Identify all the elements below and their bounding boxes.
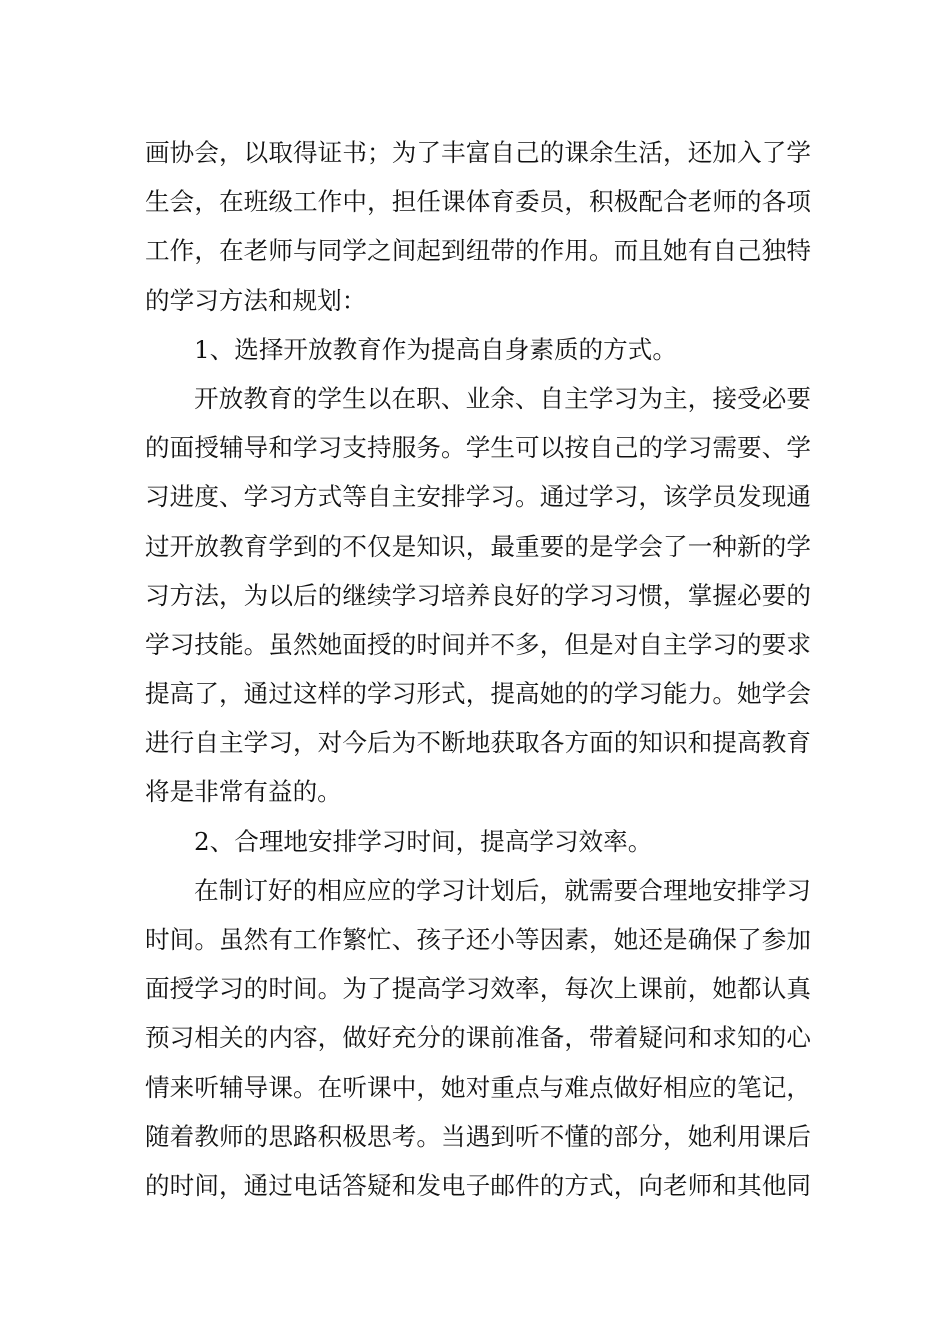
text-line: 习进度、学习方式等自主安排学习。通过学习，该学员发现通 (145, 482, 811, 512)
text-line: 生会，在班级工作中，担任课体育委员，积极配合老师的各项 (145, 187, 811, 217)
text-line: 学习技能。虽然她面授的时间并不多，但是对自主学习的要求 (145, 629, 811, 659)
text-line: 进行自主学习，对今后为不断地获取各方面的知识和提高教育 (145, 728, 811, 758)
text-line: 随着教师的思路积极思考。当遇到听不懂的部分，她利用课后 (145, 1121, 811, 1151)
text-line: 过开放教育学到的不仅是知识，最重要的是学会了一种新的学 (145, 531, 811, 561)
paragraph-start-line: 开放教育的学生以在职、业余、自主学习为主，接受必要 (194, 383, 811, 413)
section-heading-2: 2、合理地安排学习时间，提高学习效率。 (194, 826, 653, 856)
text-line: 预习相关的内容，做好充分的课前准备，带着疑问和求知的心 (145, 1023, 811, 1053)
paragraph-start-line: 在制订好的相应应的学习计划后，就需要合理地安排学习 (194, 875, 811, 905)
text-line: 的时间，通过电话答疑和发电子邮件的方式，向老师和其他同 (145, 1170, 811, 1200)
text-line: 工作，在老师与同学之间起到纽带的作用。而且她有自己独特 (145, 236, 811, 266)
text-line: 情来听辅导课。在听课中，她对重点与难点做好相应的笔记， (145, 1072, 811, 1102)
text-line: 习方法，为以后的继续学习培养良好的学习习惯，掌握必要的 (145, 580, 811, 610)
text-line: 时间。虽然有工作繁忙、孩子还小等因素，她还是确保了参加 (145, 925, 811, 954)
text-line: 将是非常有益的。 (145, 777, 342, 807)
text-line: 画协会，以取得证书；为了丰富自己的课余生活，还加入了学 (145, 138, 811, 167)
section-heading-1: 1、选择开放教育作为提高自身素质的方式。 (194, 334, 677, 364)
text-line: 提高了，通过这样的学习形式，提高她的的学习能力。她学会 (145, 679, 811, 709)
text-line: 面授学习的时间。为了提高学习效率，每次上课前，她都认真 (145, 974, 811, 1004)
text-line: 的学习方法和规划： (145, 285, 367, 315)
text-line: 的面授辅导和学习支持服务。学生可以按自己的学习需要、学 (145, 433, 811, 463)
body-text (145, 128, 811, 1210)
